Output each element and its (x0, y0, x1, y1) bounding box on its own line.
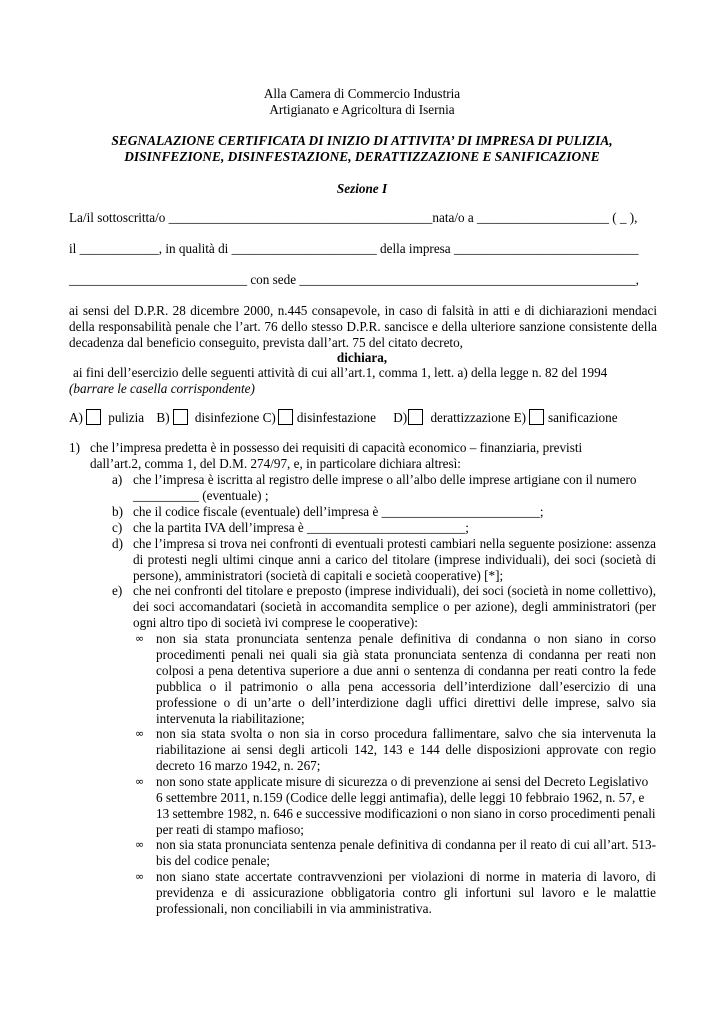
purpose-note: (barrare le casella corrispondente) (69, 381, 255, 396)
infinity-bullet-icon: ∞ (135, 775, 145, 788)
checkbox-disinfestazione[interactable] (278, 409, 293, 425)
checkbox-derattizzazione[interactable] (408, 409, 423, 425)
infinity-bullet-icon: ∞ (135, 632, 145, 645)
item-label: b) (112, 504, 123, 519)
form-line-seat[interactable]: ___________________________ con sede ___________________________________________________, (69, 272, 639, 287)
title-line-1: SEGNALAZIONE CERTIFICATA DI INIZIO DI ATTIVITA’ DI IMPRESA DI PULIZIA, (111, 133, 613, 148)
bullet-antimafia: non sono state applicate misure di sicurezza o di prevenzione ai sensi del Decreto Legislativo 6 settembre 2011, n.159 (Codice delle leggi antimafia), delle leggi 10 febbraio 1962, n. 57, e 13 settembre 1982, n. 646 e successive modificazioni o non siano in corso procedimenti penali per reati di stampo mafioso; (156, 774, 656, 837)
activity-letter: C) (262, 410, 276, 425)
point-1-line-1: che l’impresa predetta è in possesso dei requisiti di capacità economico – finanziaria, previsti (90, 440, 583, 455)
activity-letter: E) (513, 410, 527, 425)
dichiara-heading: dichiara, (336, 350, 388, 365)
activity-label: disinfestazione (296, 410, 376, 425)
title-line-2: DISINFEZIONE, DISINFESTAZIONE, DERATTIZZAZIONE E SANIFICAZIONE (124, 149, 600, 164)
activity-letter: A) (69, 410, 83, 425)
bullet-condanna: non sia stata pronunciata sentenza penale definitiva di condanna o non siano in corso procedimenti penali nei quali sia già stata pronunciata sentenza di condanna per reati non colposi a pena detentiva superiore a due anni o sentenza di condanna per reati contro la fede pubblica o il patrimonio o alla pena accessoria dell’interdizione dall’esercizio di una professione o di un’arte o dell’interdizione dagli uffici direttivi delle imprese, salvo sia intervenuta la riabilitazione; (156, 631, 656, 726)
activity-checkboxes (69, 409, 618, 426)
item-partita-iva: che la partita IVA dell’impresa è ________________________; (133, 520, 469, 535)
point-1-line-2: dall’art.2, comma 1, del D.M. 274/97, e, in particolare dichiara altresì: (90, 456, 461, 471)
declaration-paragraph: ai sensi del D.P.R. 28 dicembre 2000, n.445 consapevole, in caso di falsità in atti e di dichiarazioni mendaci della responsabilità penale che l’art. 76 dello stesso D.P.R. sancisce e della ulteriore sanzione consistente della decadenza dal beneficio conseguito, prevista dall’art. 75 del citato decreto, (69, 303, 657, 350)
item-label: e) (112, 583, 123, 598)
activity-label: pulizia (108, 410, 145, 425)
item-label: d) (112, 536, 123, 551)
address-line-2: Artigianato e Agricoltura di Isernia (269, 102, 455, 117)
bullet-513bis: non sia stata pronunciata sentenza penale definitiva di condanna per il reato di cui all’art. 513-bis del codice penale; (156, 837, 656, 868)
checkbox-sanificazione[interactable] (529, 409, 544, 425)
infinity-bullet-icon: ∞ (135, 870, 145, 883)
item-protesti: che l’impresa si trova nei confronti di eventuali protesti cambiari nella seguente posizione: assenza di protesti negli ultimi cinque anni a carico del titolare (imprese individuali), dei soci (società di persone), amministratori (società di capitali e società cooperative) [*]; (133, 536, 656, 583)
activity-label: sanificazione (548, 410, 618, 425)
item-label: c) (112, 520, 123, 535)
address-line-1: Alla Camera di Commercio Industria (263, 86, 461, 101)
section-heading: Sezione I (336, 181, 388, 196)
activity-label: derattizzazione (430, 410, 511, 425)
activity-letter: D) (393, 410, 408, 425)
item-registro: che l’impresa è iscritta al registro delle imprese o all’albo delle imprese artigiane con il numero __________ (eventuale) ; (133, 472, 637, 503)
item-soggetti: che nei confronti del titolare e preposto (imprese individuali), dei soci (società in nome collettivo), dei soci accomandatari (società in accomandita semplice o per azione), degli amministratori (per ogni altro tipo di società ivi comprese le cooperative): (133, 583, 656, 630)
item-label: a) (112, 472, 123, 487)
point-number: 1) (69, 440, 80, 455)
purpose-paragraph (69, 365, 657, 397)
bullet-contravvenzioni: non siano state accertate contravvenzioni per violazioni di norme in materia di lavoro, di previdenza e di assicurazione obbligatoria contro gli infortuni sul lavoro e le malattie professionali, non conciliabili in via amministrativa. (156, 869, 656, 916)
document-title (60, 133, 664, 165)
bullet-fallimento: non sia stata svolta o non sia in corso procedura fallimentare, salvo che sia intervenuta la riabilitazione ai sensi degli articoli 142, 143 e 144 delle disposizioni approvate con regio decreto 16 marzo 1942, n. 267; (156, 726, 656, 773)
recipient-address (0, 86, 724, 118)
activity-label: disinfezione (194, 410, 260, 425)
item-codice-fiscale: che il codice fiscale (eventuale) dell’impresa è ________________________; (133, 504, 544, 519)
purpose-text: ai fini dell’esercizio delle seguenti attività di cui all’art.1, comma 1, lett. a) della legge n. 82 del 1994 (73, 365, 608, 380)
form-line-role[interactable]: il ____________, in qualità di ______________________ della impresa ____________________________ (69, 241, 639, 256)
checkbox-pulizia[interactable] (86, 409, 101, 425)
form-line-name[interactable]: La/il sottoscritta/o ________________________________________nata/o a ____________________ ( _ ), (69, 210, 638, 225)
infinity-bullet-icon: ∞ (135, 727, 145, 740)
checkbox-disinfezione[interactable] (173, 409, 188, 425)
infinity-bullet-icon: ∞ (135, 838, 145, 851)
activity-letter: B) (156, 410, 170, 425)
